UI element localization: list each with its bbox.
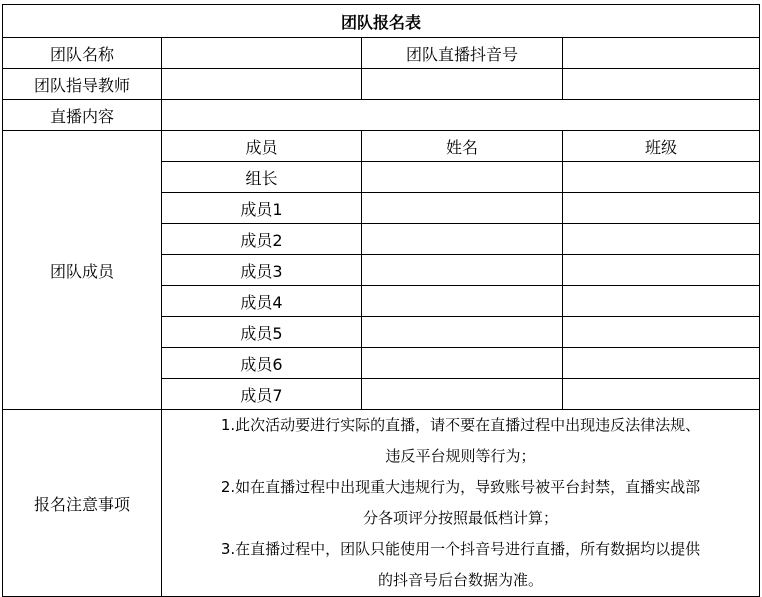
douyin-id-field[interactable] xyxy=(563,38,760,69)
member-row-label: 组长 xyxy=(162,162,362,193)
note-2-line-1: 2.如在直播过程中出现重大违规行为，导致账号被平台封禁，直播实战部 xyxy=(220,478,701,496)
member-class-field[interactable] xyxy=(563,255,760,286)
member-row-label: 成员2 xyxy=(162,224,362,255)
note-3-line-2: 的抖音号后台数据为准。 xyxy=(378,571,544,589)
advisor-field-c[interactable] xyxy=(563,69,760,100)
member-name-field[interactable] xyxy=(362,348,563,379)
label-team-name: 团队名称 xyxy=(3,38,162,69)
note-3-line-1: 3.在直播过程中，团队只能使用一个抖音号进行直播，所有数据均以提供 xyxy=(220,540,701,558)
note-1-line-2: 违反平台规则等行为； xyxy=(385,447,536,465)
label-advisor: 团队指导教师 xyxy=(3,69,162,100)
member-row-label: 成员3 xyxy=(162,255,362,286)
note-2-line-2: 分各项评分按照最低档计算； xyxy=(363,509,559,527)
team-name-field[interactable] xyxy=(162,38,362,69)
content-field[interactable] xyxy=(162,100,760,131)
notes-cell xyxy=(162,410,760,597)
label-members: 团队成员 xyxy=(3,131,162,410)
member-class-field[interactable] xyxy=(563,348,760,379)
member-name-field[interactable] xyxy=(362,317,563,348)
header-class: 班级 xyxy=(563,131,760,162)
member-name-field[interactable] xyxy=(362,193,563,224)
note-1-line-1: 1.此次活动要进行实际的直播，请不要在直播过程中出现违反法律法规、 xyxy=(220,416,701,434)
member-class-field[interactable] xyxy=(563,286,760,317)
member-name-field[interactable] xyxy=(362,286,563,317)
member-row-label: 成员5 xyxy=(162,317,362,348)
member-class-field[interactable] xyxy=(563,224,760,255)
advisor-field-a[interactable] xyxy=(162,69,362,100)
member-name-field[interactable] xyxy=(362,255,563,286)
header-member: 成员 xyxy=(162,131,362,162)
header-name: 姓名 xyxy=(362,131,563,162)
member-class-field[interactable] xyxy=(563,193,760,224)
label-notes: 报名注意事项 xyxy=(3,410,162,597)
advisor-field-b[interactable] xyxy=(362,69,563,100)
member-class-field[interactable] xyxy=(563,317,760,348)
form-title: 团队报名表 xyxy=(3,5,760,38)
member-row-label: 成员7 xyxy=(162,379,362,410)
member-row-label: 成员6 xyxy=(162,348,362,379)
label-douyin-id: 团队直播抖音号 xyxy=(362,38,563,69)
member-row-label: 成员1 xyxy=(162,193,362,224)
member-name-field[interactable] xyxy=(362,379,563,410)
member-class-field[interactable] xyxy=(563,379,760,410)
member-name-field[interactable] xyxy=(362,162,563,193)
registration-form-table xyxy=(2,4,760,597)
member-class-field[interactable] xyxy=(563,162,760,193)
label-content: 直播内容 xyxy=(3,100,162,131)
member-row-label: 成员4 xyxy=(162,286,362,317)
member-name-field[interactable] xyxy=(362,224,563,255)
